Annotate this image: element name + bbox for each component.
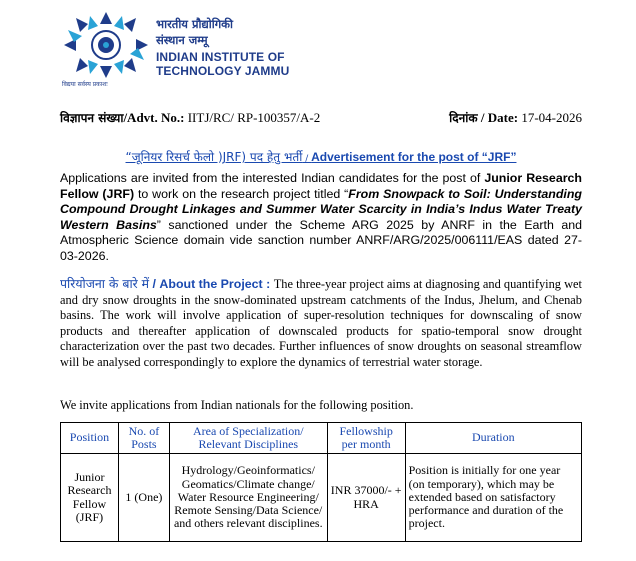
cell-position: Junior Research Fellow (JRF)	[61, 454, 119, 542]
institute-en-line1: INDIAN INSTITUTE OF	[156, 50, 285, 64]
date-value: 17-04-2026	[521, 110, 582, 125]
project-title: From Snowpack to Soil: Understanding Compound Drought Linkages and Summer Water Scarcity in India’s Indus Water Treaty Western Basins	[60, 186, 582, 232]
institute-hindi-line1: भारतीय प्रौद्योगिकी	[156, 17, 233, 31]
advt-label-english: /Advt. No.:	[123, 110, 185, 125]
about-heading-hindi: परियोजना के बारे में	[60, 276, 150, 291]
header-no-of-posts: No. of Posts	[118, 423, 169, 454]
iit-jammu-logo	[60, 10, 152, 80]
cell-posts: 1 (One)	[118, 454, 169, 542]
motto: विद्यया सर्वस्य प्रकाशः	[62, 81, 108, 88]
date-label-english: / Date:	[477, 110, 519, 125]
header-fellowship: Fellowship per month	[327, 423, 405, 454]
advt-date	[449, 109, 582, 126]
header-area: Area of Specialization/ Relevant Disciplines	[169, 423, 327, 454]
institute-en-line2: TECHNOLOGY JAMMU	[156, 64, 290, 78]
intro-text-3: ” sanctioned under the Scheme ARG 2025 by ANRF in the Earth and Atmospheric Science domain vide sanction number ANRF/ARG/2025/006111/EAS dated 27-03-2026.	[60, 217, 582, 263]
institute-name-hindi	[156, 16, 233, 48]
institute-hindi-line2: संस्थान जम्मू	[156, 33, 208, 47]
intro-text-1: Applications are invited from the interested Indian candidates for the post of	[60, 171, 485, 185]
table-header-row	[61, 423, 582, 454]
title-separator: /	[302, 154, 312, 164]
cell-duration: Position is initially for one year (on temporary), which may be extended based on satisfactory performance and duration of the project.	[405, 454, 581, 542]
title-english: Advertisement for the post of “JRF”	[311, 150, 517, 164]
advt-row	[60, 109, 582, 127]
cell-area: Hydrology/Geoinformatics/ Geomatics/Climate change/ Water Resource Engineering/ Remote Sensing/Data Science/ and others relevant disciplines.	[169, 454, 327, 542]
page-title	[60, 148, 582, 165]
advt-number	[60, 109, 320, 126]
cell-fellowship: INR 37000/- + HRA	[327, 454, 405, 542]
intro-paragraph	[60, 171, 582, 265]
about-project-paragraph	[60, 276, 582, 370]
institute-name-english	[156, 50, 289, 78]
header-duration: Duration	[405, 423, 581, 454]
intro-text-2: to work on the research project titled “	[134, 186, 349, 201]
advt-label-hindi: विज्ञापन संख्या	[60, 111, 124, 125]
about-text: The three-year project aims at diagnosing and quantifying wet and dry snow droughts in the snow-dominated upstream catchments of the Indus, Jhelum, and Chenab basins. The work will involve application of super-resolution techniques for downscaling of snow products and thereafter application of downscaled products for spatio-temporal snow drought characterization over the past two decades. Further influences of snow droughts on seasonal streamflow will be analysed correspondingly to explore the dynamics of terrestrial water storage.	[60, 277, 582, 369]
table-row	[61, 454, 582, 542]
date-label-hindi: दिनांक	[449, 111, 478, 125]
title-hindi: “जूनियर रिसर्च फेलो )JRF) पद हेतु भर्ती	[125, 150, 303, 164]
header-position: Position	[61, 423, 119, 454]
post-name: Junior Research Fellow (JRF)	[60, 171, 582, 201]
position-table	[60, 422, 582, 542]
about-heading-english: / About the Project :	[149, 277, 274, 291]
advt-number-value: IITJ/RC/ RP-100357/A-2	[187, 110, 321, 125]
invite-line: We invite applications from Indian nationals for the following position.	[60, 398, 414, 412]
